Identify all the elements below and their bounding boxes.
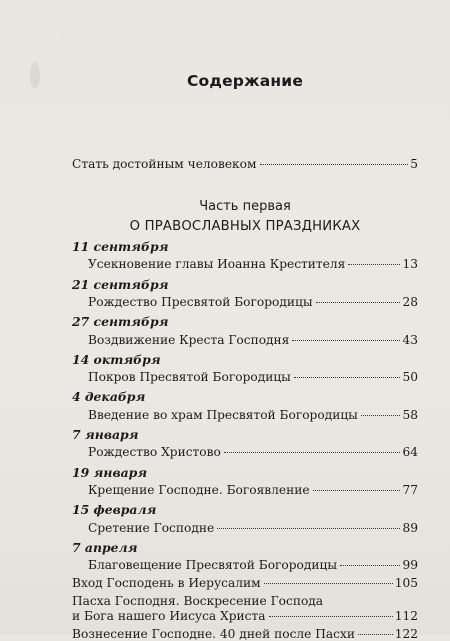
toc-entry-text: Рождество Христово [88,445,221,460]
toc-entry-line2 [72,610,418,622]
toc-entry-page: 50 [402,370,418,385]
dot-leader [361,415,401,416]
toc-entry-text: Рождество Пресвятой Богородицы [88,294,313,309]
table-of-contents [72,74,418,640]
toc-entry-page: 112 [394,608,418,623]
feast-date: 4 декабря [72,389,146,405]
dot-leader [292,340,400,341]
feast-date: 15 февраля [72,502,157,518]
toc-entry-text: Вознесение Господне. 40 дней после Пасхи [72,627,355,641]
toc-entry-intro[interactable] [72,158,418,170]
feast-date: 7 апреля [72,539,138,555]
toc-entry-text: Вход Господень в Иерусалим [72,576,261,591]
toc-entry[interactable] [88,258,418,270]
feast-date: 14 октября [72,351,161,367]
toc-entry-page: 77 [402,482,418,497]
ornament-drop [30,62,40,88]
toc-entry-text: и Бога нашего Иисуса Христа [72,608,266,623]
toc-entry[interactable] [88,559,418,571]
toc-entry-text: Введение во храм Пресвятой Богородицы [88,407,358,422]
part-title: О ПРАВОСЛАВНЫХ ПРАЗДНИКАХ [129,218,361,234]
dot-leader [217,528,400,529]
dot-leader [316,302,401,303]
toc-entry[interactable] [88,296,418,308]
dot-leader [260,164,409,165]
feast-list [72,238,418,573]
toc-entry-page: 105 [394,576,418,591]
toc-title: Содержание [186,72,304,90]
toc-entry-two-line[interactable] [72,595,418,622]
toc-entry-text-line1: Пасха Господня. Воскресение Господа [72,593,324,608]
toc-entry[interactable] [88,334,418,346]
movable-feast-list [72,577,418,640]
toc-entry-text: Покров Пресвятой Богородицы [88,370,291,385]
toc-entry-page: 58 [402,407,418,422]
toc-entry-text: Стать достойным человеком [72,156,257,171]
toc-entry[interactable] [88,371,418,383]
feast-date: 11 сентября [72,238,169,254]
toc-entry-page: 13 [402,257,418,272]
dot-leader [269,616,393,617]
dot-leader [348,264,400,265]
toc-entry-page: 99 [402,558,418,573]
toc-entry-text: Воздвижение Креста Господня [88,332,290,347]
dot-leader [264,583,393,584]
dot-leader [313,490,401,491]
toc-entry[interactable] [88,522,418,534]
toc-entry-text: Сретение Господне [88,520,215,535]
feast-date: 27 сентября [72,314,169,330]
dot-leader [294,377,401,378]
feast-date: 19 января [72,464,148,480]
toc-entry[interactable] [88,409,418,421]
toc-entry-text: Усекновение главы Иоанна Крестителя [88,257,346,272]
toc-entry[interactable] [88,484,418,496]
part-label: Часть первая [199,198,291,214]
toc-entry-page: 122 [394,627,418,641]
toc-entry[interactable] [72,628,418,640]
toc-entry-page: 43 [402,332,418,347]
toc-entry[interactable] [72,577,418,589]
toc-entry-text: Благовещение Пресвятой Богородицы [88,558,338,573]
toc-entry[interactable] [88,446,418,458]
toc-entry-page: 28 [402,294,418,309]
dot-leader [340,565,400,566]
toc-entry-page: 64 [402,445,418,460]
toc-entry-page: 89 [402,520,418,535]
feast-date: 21 сентября [72,276,169,292]
toc-entry-page: 5 [410,156,418,171]
dot-leader [224,452,401,453]
toc-entry-text: Крещение Господне. Богоявление [88,482,310,497]
bleed-through-header: · · · · · · · · · · [20,34,100,45]
feast-date: 7 января [72,426,139,442]
